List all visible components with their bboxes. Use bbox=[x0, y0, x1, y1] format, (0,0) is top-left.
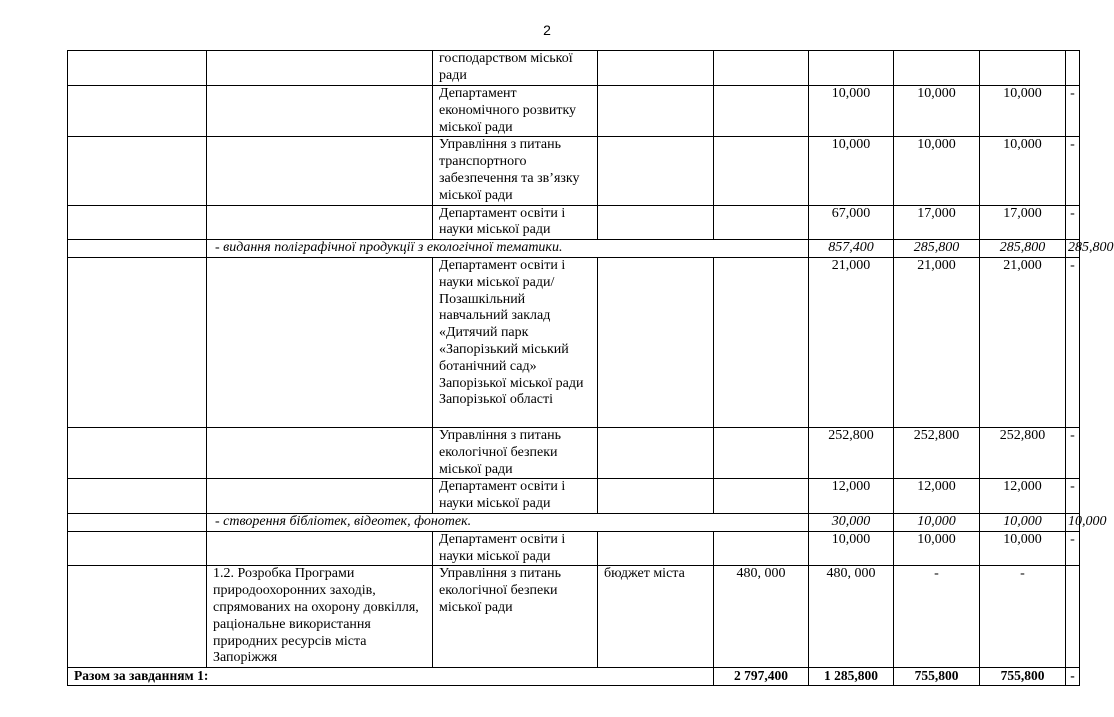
amount-2022: 17,000 bbox=[894, 205, 980, 240]
subsection-row bbox=[68, 513, 1080, 531]
subsection-title: - видання поліграфічної продукції з екологічної тематики. bbox=[207, 240, 809, 258]
table-row: Управління з питань транспортного забезпечення та зв’язку міської ради 10,000 10,000 10,000 - bbox=[68, 137, 1080, 205]
amount-2021: 10,000 bbox=[809, 137, 894, 205]
amount-2021: 10,000 bbox=[809, 531, 894, 566]
amount-2022: 21,000 bbox=[894, 257, 980, 427]
table-row: Департамент освіти і науки міської ради/ Позашкільний навчальний заклад «Дитячий парк «Запорізький міський ботанічний сад» Запорізької міської ради Запорізької області 21,000 21,000 21,000 - bbox=[68, 257, 1080, 427]
amount-2023: 10,000 bbox=[980, 531, 1066, 566]
executor-cell: Департамент освіти і науки міської ради/ Позашкільний навчальний заклад «Дитячий парк «Запорізький міський ботанічний сад» Запорізької міської ради Запорізької області bbox=[433, 257, 598, 427]
total-2021: 1 285,800 bbox=[809, 668, 894, 686]
amount-2023: 10,000 bbox=[1066, 513, 1080, 531]
total-amount: 2 797,400 bbox=[714, 668, 809, 686]
executor-cell: Департамент освіти і науки міської ради bbox=[433, 479, 598, 514]
total-2023: 755,800 bbox=[980, 668, 1066, 686]
amount-2022: 252,800 bbox=[894, 427, 980, 478]
total-2022: 755,800 bbox=[894, 668, 980, 686]
amount-2021: 285,800 bbox=[894, 240, 980, 258]
amount-total: 480, 000 bbox=[714, 566, 809, 668]
amount-2023: 10,000 bbox=[980, 86, 1066, 137]
budget-table bbox=[67, 50, 1114, 686]
amount-2021: 67,000 bbox=[809, 205, 894, 240]
total-row: Разом за завданням 1: 2 797,400 1 285,800 755,800 755,800 - bbox=[68, 668, 1080, 686]
amount-2023: 12,000 bbox=[980, 479, 1066, 514]
amount-2023: 21,000 bbox=[980, 257, 1066, 427]
amount-2021: 480, 000 bbox=[809, 566, 894, 668]
table-row: Департамент освіти і науки міської ради 10,000 10,000 10,000 - bbox=[68, 531, 1080, 566]
amount-2022: 12,000 bbox=[894, 479, 980, 514]
table-row: Департамент економічного розвитку міської ради 10,000 10,000 10,000 - bbox=[68, 86, 1080, 137]
amount-2022: - bbox=[894, 566, 980, 668]
table-row: Управління з питань екологічної безпеки міської ради 252,800 252,800 252,800 - bbox=[68, 427, 1080, 478]
amount-2022: 10,000 bbox=[980, 513, 1066, 531]
amount-2022: 10,000 bbox=[894, 137, 980, 205]
amount-total: 857,400 bbox=[809, 240, 894, 258]
amount-2021: 10,000 bbox=[894, 513, 980, 531]
executor-cell: Департамент освіти і науки міської ради bbox=[433, 531, 598, 566]
subsection-title: - створення бібліотек, відеотек, фонотек. bbox=[207, 513, 809, 531]
total-label: Разом за завданням 1: bbox=[68, 668, 714, 686]
table-row: Департамент освіти і науки міської ради 12,000 12,000 12,000 - bbox=[68, 479, 1080, 514]
page-number: 2 bbox=[543, 22, 551, 38]
executor-cell: Управління з питань екологічної безпеки міської ради bbox=[433, 427, 598, 478]
task-cell: 1.2. Розробка Програми природоохоронних заходів, спрямованих на охорону довкілля, раціональне використання природних ресурсів міста Запоріжжя bbox=[207, 566, 433, 668]
table-row bbox=[68, 51, 1080, 86]
funding-source: бюджет міста bbox=[598, 566, 714, 668]
amount-2022: 285,800 bbox=[980, 240, 1066, 258]
amount-2022: 10,000 bbox=[894, 531, 980, 566]
amount-2021: 10,000 bbox=[809, 86, 894, 137]
amount-2021: 21,000 bbox=[809, 257, 894, 427]
table-row bbox=[68, 566, 1080, 668]
executor-cell: Департамент освіти і науки міської ради bbox=[433, 205, 598, 240]
amount-2021: 252,800 bbox=[809, 427, 894, 478]
amount-2022: 10,000 bbox=[894, 86, 980, 137]
executor-cell: господарством міської ради bbox=[433, 51, 598, 86]
executor-cell: Управління з питань транспортного забезпечення та зв’язку міської ради bbox=[433, 137, 598, 205]
amount-2021: 12,000 bbox=[809, 479, 894, 514]
subsection-row bbox=[68, 240, 1080, 258]
executor-cell: Управління з питань екологічної безпеки міської ради bbox=[433, 566, 598, 668]
executor-cell: Департамент економічного розвитку міської ради bbox=[433, 86, 598, 137]
amount-2023: 285,800 bbox=[1066, 240, 1080, 258]
amount-2023: 252,800 bbox=[980, 427, 1066, 478]
amount-2023: 17,000 bbox=[980, 205, 1066, 240]
amount-total: 30,000 bbox=[809, 513, 894, 531]
amount-2023: - bbox=[980, 566, 1066, 668]
amount-2023: 10,000 bbox=[980, 137, 1066, 205]
table-row: Департамент освіти і науки міської ради 67,000 17,000 17,000 - bbox=[68, 205, 1080, 240]
